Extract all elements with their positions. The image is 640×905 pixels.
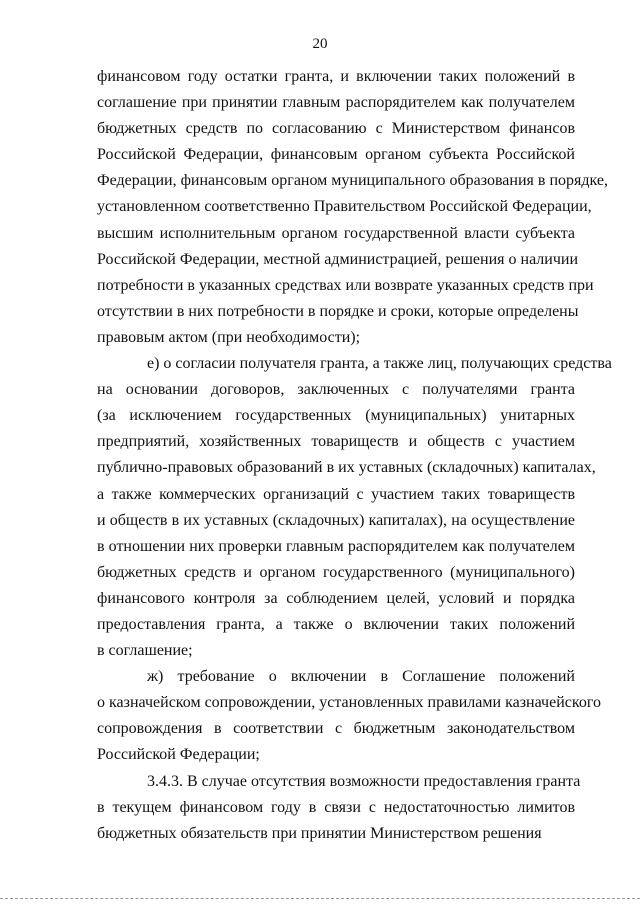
text-line: публично-правовых образований в их уставных (складочных) капиталах, [97, 459, 596, 477]
text-line: в соглашение; [97, 642, 193, 660]
text-line: финансовом году остатки гранта, и включении таких положений в [97, 68, 575, 85]
text-line: бюджетных средств и органом государственного (муниципального) [97, 563, 575, 581]
text-line: в отношении них проверки главным распорядителем как получателем [97, 537, 575, 555]
page-bottom-divider [0, 898, 640, 899]
text-line: предприятий, хозяйственных товариществ и обществ с участием [97, 433, 575, 451]
text-line: 3.4.3. В случае отсутствия возможности предоставления гранта [147, 772, 581, 790]
document-body [97, 64, 612, 847]
text-line: высшим исполнительным органом государственной власти субъекта [97, 224, 575, 242]
page-number: 20 [312, 36, 328, 52]
text-line: отсутствии в них потребности в порядке и сроки, которые определены [97, 302, 579, 320]
text-line: бюджетных обязательств при принятии Министерством решения [97, 824, 542, 842]
text-line: е) о согласии получателя гранта, а также лиц, получающих средства [147, 355, 612, 373]
text-line: Федерации, финансовым органом муниципального образования в порядке, [97, 172, 608, 190]
text-line: финансового контроля за соблюдением целей, условий и порядка [97, 589, 575, 607]
text-line: ж) требование о включении в Соглашение положений [147, 668, 575, 686]
text-line: сопровождения в соответствии с бюджетным законодательством [97, 720, 575, 738]
text-line: о казначейском сопровождении, установленных правилами казначейского [97, 694, 601, 712]
text-line: предоставления гранта, а также о включении таких положений [97, 615, 575, 633]
text-line: и обществ в их уставных (складочных) капиталах), на осуществление [97, 511, 575, 529]
text-line: Российской Федерации, местной администрацией, решения о наличии [97, 250, 579, 268]
text-line: (за исключением государственных (муниципальных) унитарных [97, 407, 575, 425]
text-line: Российской Федерации; [97, 746, 260, 764]
paragraph-item-e [97, 351, 612, 664]
text-line: Российской Федерации, финансовым органом субъекта Российской [97, 146, 575, 164]
text-line: а также коммерческих организаций с участием таких товариществ [97, 485, 575, 503]
text-line: в текущем финансовом году в связи с недостаточностью лимитов [97, 798, 575, 816]
text-line: правовым актом (при необходимости); [97, 328, 361, 346]
text-line: соглашение при принятии главным распорядителем как получателем [97, 94, 575, 112]
text-line: бюджетных средств по согласованию с Министерством финансов [97, 120, 575, 138]
paragraph-item-zh [97, 664, 601, 768]
paragraph-item-3-4-3 [97, 769, 581, 847]
text-line: установленном соответственно Правительством Российской Федерации, [97, 198, 592, 216]
paragraph-continuation [97, 64, 608, 351]
text-line: на основании договоров, заключенных с получателями гранта [97, 381, 575, 399]
text-line: потребности в указанных средствах или возврате указанных средств при [97, 276, 594, 294]
